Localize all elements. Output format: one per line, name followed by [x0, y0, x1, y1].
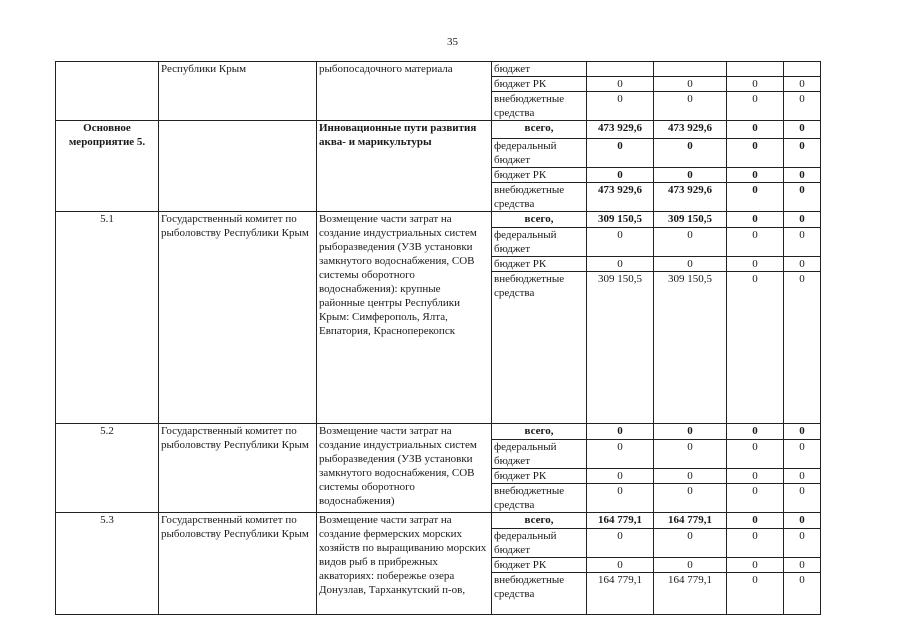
amount-cell: 0	[727, 168, 784, 183]
amount-cell: 0	[587, 424, 654, 440]
amount-cell: 0	[654, 77, 727, 92]
amount-cell: 0	[654, 228, 727, 257]
funding-source: бюджет РК	[492, 469, 587, 484]
funding-source: всего,	[492, 513, 587, 529]
amount-cell: 0	[784, 272, 821, 424]
amount-cell: 0	[727, 139, 784, 168]
funding-source: внебюджетные средства	[492, 272, 587, 424]
funding-source: федеральный бюджет	[492, 139, 587, 168]
responsible-org: Государственный комитет по рыболовству Республики Крым	[159, 424, 317, 513]
amount-cell: 309 150,5	[654, 212, 727, 228]
amount-cell: 0	[784, 228, 821, 257]
funding-source: бюджет РК	[492, 558, 587, 573]
amount-cell: 0	[784, 484, 821, 513]
amount-cell: 0	[727, 573, 784, 615]
amount-cell: 0	[587, 228, 654, 257]
responsible-org: Республики Крым	[159, 62, 317, 121]
amount-cell: 0	[587, 92, 654, 121]
amount-cell	[727, 62, 784, 77]
amount-cell: 0	[727, 440, 784, 469]
amount-cell: 309 150,5	[654, 272, 727, 424]
amount-cell: 0	[587, 168, 654, 183]
table-row	[56, 212, 821, 228]
amount-cell: 0	[654, 529, 727, 558]
program-table	[55, 61, 821, 615]
amount-cell: 0	[784, 513, 821, 529]
funding-source: внебюджетные средства	[492, 183, 587, 212]
amount-cell: 0	[784, 573, 821, 615]
measure-name: рыбопосадочного материала	[317, 62, 492, 121]
amount-cell: 0	[727, 228, 784, 257]
funding-source: федеральный бюджет	[492, 529, 587, 558]
funding-source: всего,	[492, 212, 587, 228]
amount-cell: 0	[784, 469, 821, 484]
amount-cell: 473 929,6	[587, 183, 654, 212]
amount-cell: 0	[587, 529, 654, 558]
amount-cell: 0	[784, 440, 821, 469]
amount-cell: 0	[784, 212, 821, 228]
amount-cell: 0	[587, 257, 654, 272]
amount-cell: 0	[727, 257, 784, 272]
amount-cell: 0	[587, 484, 654, 513]
funding-source: всего,	[492, 424, 587, 440]
amount-cell: 0	[784, 92, 821, 121]
amount-cell: 0	[727, 121, 784, 139]
amount-cell: 164 779,1	[654, 573, 727, 615]
amount-cell: 309 150,5	[587, 212, 654, 228]
amount-cell	[784, 62, 821, 77]
funding-source: бюджет	[492, 62, 587, 77]
amount-cell	[654, 62, 727, 77]
measure-name: Возмещение части затрат на создание индустриальных систем рыборазведения (УЗВ установки замкнутого водоснабжения, СОВ системы оборотного водоснабжения)	[317, 424, 492, 513]
amount-cell: 0	[727, 183, 784, 212]
amount-cell: 473 929,6	[654, 183, 727, 212]
amount-cell: 0	[784, 558, 821, 573]
amount-cell: 164 779,1	[587, 513, 654, 529]
amount-cell: 0	[727, 529, 784, 558]
amount-cell: 0	[587, 469, 654, 484]
amount-cell: 164 779,1	[587, 573, 654, 615]
table-row	[56, 62, 821, 77]
responsible-org: Государственный комитет по рыболовству Республики Крым	[159, 212, 317, 424]
measure-number: Основное мероприятие 5.	[56, 121, 159, 212]
funding-source: федеральный бюджет	[492, 440, 587, 469]
amount-cell: 0	[727, 484, 784, 513]
page-number: 35	[447, 36, 458, 48]
table-row	[56, 513, 821, 529]
amount-cell: 473 929,6	[587, 121, 654, 139]
amount-cell: 0	[654, 139, 727, 168]
amount-cell	[587, 62, 654, 77]
measure-name: Возмещение части затрат на создание индустриальных систем рыборазведения (УЗВ установки замкнутого водоснабжения, СОВ системы оборотного водоснабжения): крупные районные центры Республики Крым: Симферополь, Ялта, Евпатория, Красноперекопск	[317, 212, 492, 424]
amount-cell: 0	[784, 529, 821, 558]
responsible-org: Государственный комитет по рыболовству Республики Крым	[159, 513, 317, 615]
amount-cell: 0	[784, 168, 821, 183]
funding-source: бюджет РК	[492, 77, 587, 92]
funding-source: бюджет РК	[492, 257, 587, 272]
amount-cell: 0	[654, 168, 727, 183]
measure-number: 5.3	[56, 513, 159, 615]
amount-cell: 0	[727, 469, 784, 484]
amount-cell: 0	[784, 121, 821, 139]
funding-source: внебюджетные средства	[492, 484, 587, 513]
amount-cell: 309 150,5	[587, 272, 654, 424]
amount-cell: 0	[587, 139, 654, 168]
amount-cell: 0	[587, 77, 654, 92]
measure-number: 5.2	[56, 424, 159, 513]
amount-cell: 473 929,6	[654, 121, 727, 139]
amount-cell: 0	[727, 212, 784, 228]
amount-cell: 0	[654, 257, 727, 272]
amount-cell: 0	[727, 77, 784, 92]
funding-source: федеральный бюджет	[492, 228, 587, 257]
amount-cell: 0	[727, 513, 784, 529]
amount-cell: 0	[654, 440, 727, 469]
amount-cell: 0	[784, 257, 821, 272]
table-row	[56, 121, 821, 139]
amount-cell: 0	[784, 424, 821, 440]
amount-cell: 0	[654, 469, 727, 484]
table-row	[56, 424, 821, 440]
amount-cell: 0	[727, 272, 784, 424]
measure-name: Инновационные пути развития аква- и марикультуры	[317, 121, 492, 212]
measure-name: Возмещение части затрат на создание фермерских морских хозяйств по выращиванию морских видов рыб в прибрежных акваториях: побережье озера Донузлав, Тарханкутский п-ов,	[317, 513, 492, 615]
amount-cell: 0	[727, 558, 784, 573]
amount-cell: 0	[654, 484, 727, 513]
funding-source: внебюджетные средства	[492, 573, 587, 615]
amount-cell: 164 779,1	[654, 513, 727, 529]
amount-cell: 0	[654, 92, 727, 121]
funding-source: внебюджетные средства	[492, 92, 587, 121]
amount-cell: 0	[587, 558, 654, 573]
amount-cell: 0	[784, 139, 821, 168]
amount-cell: 0	[727, 92, 784, 121]
measure-number: 5.1	[56, 212, 159, 424]
amount-cell: 0	[727, 424, 784, 440]
funding-source: бюджет РК	[492, 168, 587, 183]
amount-cell: 0	[587, 440, 654, 469]
amount-cell: 0	[784, 77, 821, 92]
funding-source: всего,	[492, 121, 587, 139]
responsible-org	[159, 121, 317, 212]
amount-cell: 0	[784, 183, 821, 212]
amount-cell: 0	[654, 558, 727, 573]
amount-cell: 0	[654, 424, 727, 440]
measure-number	[56, 62, 159, 121]
